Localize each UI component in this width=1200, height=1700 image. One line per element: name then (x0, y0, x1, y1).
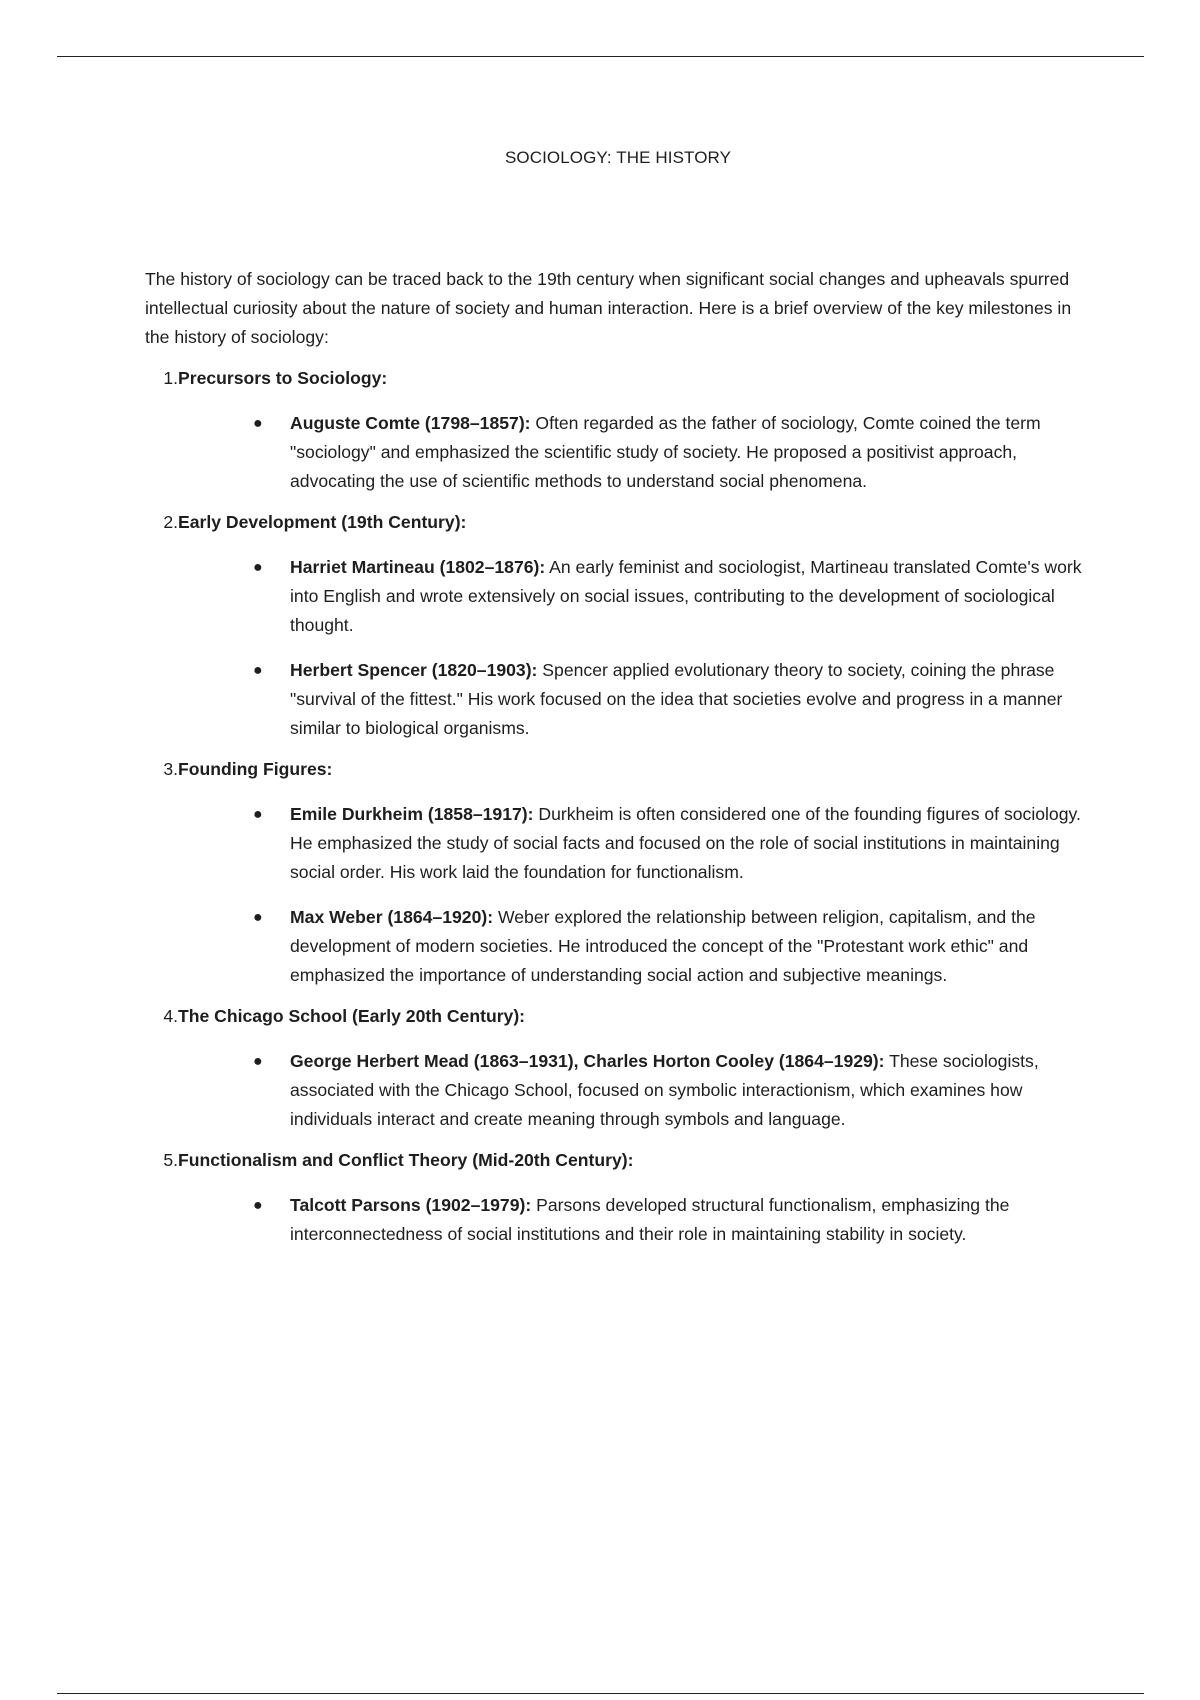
person-description: Weber explored the relationship between religion, capitalism, and the development of modern societies. He introduced the concept of the "Protestant work ethic" and emphasized the importance of understanding social action and subjective meanings. (290, 907, 1036, 985)
list-item (253, 1047, 1095, 1134)
person-description: An early feminist and sociologist, Martineau translated Comte's work into English and wrote extensively on social issues, contributing to the development of sociological thought. (290, 557, 1082, 635)
section-heading (145, 508, 1095, 537)
section-heading (145, 755, 1095, 784)
person-description: Parsons developed structural functionalism, emphasizing the interconnectedness of social institutions and their role in maintaining stability in society. (290, 1195, 1010, 1244)
section-heading (145, 1146, 1095, 1175)
bullet-list (145, 1191, 1095, 1249)
section-number: 4. (163, 1006, 178, 1026)
bullet-icon: ● (253, 1197, 263, 1214)
section-title: Founding Figures: (178, 759, 333, 779)
section-item (145, 1002, 1095, 1134)
person-name: George Herbert Mead (1863–1931), Charles Horton Cooley (1864–1929): (290, 1051, 885, 1071)
bullet-icon: ● (253, 415, 263, 432)
person-name: Talcott Parsons (1902–1979): (290, 1195, 532, 1215)
bottom-rule (57, 1693, 1144, 1694)
section-list (145, 364, 1095, 1249)
section-title: Precursors to Sociology: (178, 368, 388, 388)
person-name: Max Weber (1864–1920): (290, 907, 494, 927)
section-number: 2. (163, 512, 178, 532)
list-item (253, 903, 1095, 990)
list-item (253, 1191, 1095, 1249)
person-name: Auguste Comte (1798–1857): (290, 413, 531, 433)
person-description: These sociologists, associated with the Chicago School, focused on symbolic interactionism, which examines how individuals interact and create meaning through symbols and language. (290, 1051, 1039, 1129)
list-item (253, 656, 1095, 743)
section-number: 5. (163, 1150, 178, 1170)
bullet-icon: ● (253, 559, 263, 576)
bullet-icon: ● (253, 909, 263, 926)
intro-paragraph: The history of sociology can be traced back to the 19th century when significant social changes and upheavals spurred intellectual curiosity about the nature of society and human interaction. Here is a brief overview of the key milestones in the history of sociology: (145, 269, 1072, 347)
section-heading (145, 1002, 1095, 1031)
bullet-list (145, 409, 1095, 496)
person-description: Durkheim is often considered one of the founding figures of sociology. He emphasized the study of social facts and focused on the role of social institutions in maintaining social order. His work laid the foundation for functionalism. (290, 804, 1081, 882)
bullet-list (145, 553, 1095, 743)
section-item (145, 1146, 1095, 1249)
top-rule (57, 56, 1144, 57)
section-item (145, 508, 1095, 743)
bullet-list (145, 800, 1095, 990)
bullet-icon: ● (253, 806, 263, 823)
section-title: Early Development (19th Century): (178, 512, 467, 532)
person-name: Herbert Spencer (1820–1903): (290, 660, 538, 680)
list-item (253, 800, 1095, 887)
bullet-list (145, 1047, 1095, 1134)
section-item (145, 755, 1095, 990)
person-description: Spencer applied evolutionary theory to society, coining the phrase "survival of the fittest." His work focused on the idea that societies evolve and progress in a manner similar to biological organisms. (290, 660, 1063, 738)
person-name: Emile Durkheim (1858–1917): (290, 804, 534, 824)
section-title: The Chicago School (Early 20th Century): (178, 1006, 526, 1026)
section-number: 3. (163, 759, 178, 779)
person-description: Often regarded as the father of sociology, Comte coined the term "sociology" and emphasized the scientific study of society. He proposed a positivist approach, advocating the use of scientific methods to understand social phenomena. (290, 413, 1041, 491)
person-name: Harriet Martineau (1802–1876): (290, 557, 546, 577)
section-item (145, 364, 1095, 496)
section-number: 1. (163, 368, 178, 388)
list-item (253, 553, 1095, 640)
document-body (145, 265, 1095, 1261)
page-title: SOCIOLOGY: THE HISTORY (504, 148, 732, 167)
bullet-icon: ● (253, 1053, 263, 1070)
list-item (253, 409, 1095, 496)
section-title: Functionalism and Conflict Theory (Mid-20th Century): (178, 1150, 634, 1170)
bullet-icon: ● (253, 662, 263, 679)
section-heading (145, 364, 1095, 393)
